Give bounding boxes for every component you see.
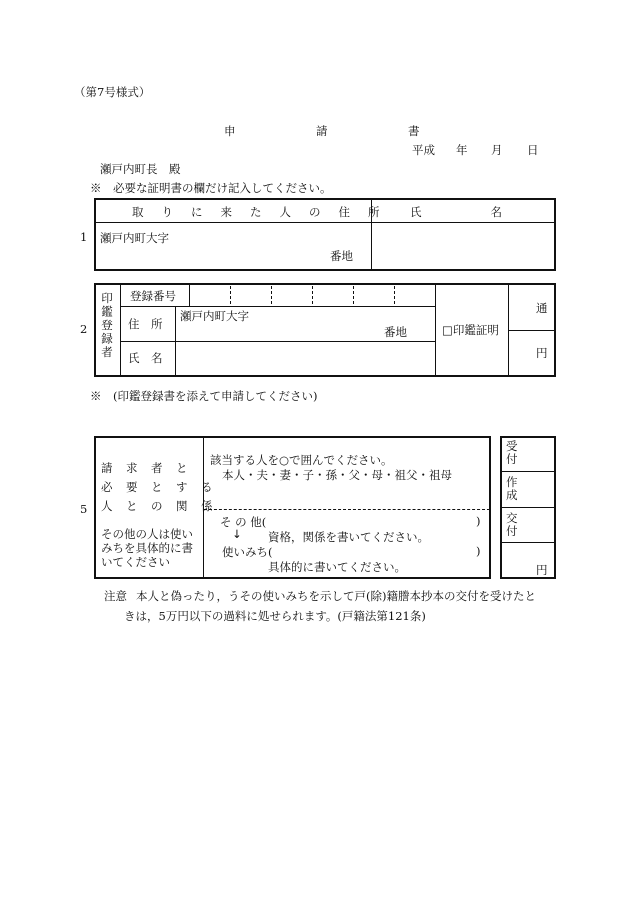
note-top: ※ 必要な証明書の欄だけ記入してください。 [90,181,332,195]
reg-name-field[interactable] [180,345,430,373]
section-2-divider-a [120,284,121,376]
section-5-dashed-divider [204,509,490,510]
section-2-divider-c [435,284,436,376]
office-row-2 [501,507,555,508]
section-1-address-value[interactable]: 瀬戸内町大字 [100,231,169,245]
section-5-number: 5 [80,502,88,516]
date-day: 日 [527,143,539,157]
reg-digit-3 [312,286,313,304]
usage-field[interactable] [300,544,470,558]
other-hint: 資格，関係を書いてください。 [268,530,429,544]
section-1-header-divider [95,222,555,223]
office-received: 受付 [506,439,518,466]
caution-text-1: 本人と偽ったり，うその使いみちを示して戸(除)籍謄本抄本の交付を受けたと [136,589,536,603]
other-label: そ の 他( [220,515,267,529]
office-row-1 [501,471,555,472]
reg-digit-4 [353,286,354,304]
office-yen: 円 [536,563,548,577]
relation-line-3: 人 と の 関 係 [101,499,214,513]
reg-address-label: 住 所 [128,317,163,331]
reg-digit-2 [271,286,272,304]
form-number: （第7号様式） [74,85,151,99]
office-created: 作成 [506,475,518,502]
note-mid: ※ (印鑑登録書を添えて申請してください) [90,389,318,403]
caution-text-2: きは，5万円以下の過料に処せられます。(戸籍法第121条) [124,609,426,623]
section-1-header-address: 取りに来た人の住所 [132,205,398,219]
office-row-3 [501,542,555,543]
other-person-note-3: いてください [101,555,170,569]
relation-line-2: 必 要 と す る [101,480,214,494]
section-1-header-name: 氏 名 [410,205,502,219]
other-close: ) [476,514,481,528]
relations-options[interactable]: 本人・夫・妻・子・孫・父・母・祖父・祖母 [222,468,452,482]
reg-digit-5 [394,286,395,304]
date-era: 平成 [412,143,435,157]
reg-number-label: 登録番号 [130,289,176,303]
reg-banchi: 番地 [384,325,407,339]
reg-name-label: 氏 名 [128,351,163,365]
other-person-note-1: その他の人は使い [101,527,193,541]
reg-digit-1 [230,286,231,304]
caution-label: 注意 [104,589,127,603]
copies-unit: 通 [536,301,548,315]
form-title: 申 請 書 [224,124,420,138]
yen-unit: 円 [536,346,548,360]
usage-hint: 具体的に書いてください。 [268,560,406,574]
other-field[interactable] [300,514,470,528]
date-year: 年 [456,143,468,157]
addressee: 瀬戸内町長 殿 [100,162,181,176]
instruction: 該当する人を○で囲んでください。 [210,453,393,467]
section-1-banchi: 番地 [330,249,353,263]
registrant-label: 印鑑登録者 [100,292,114,360]
section-2-row-1 [121,306,435,307]
section-1-number: 1 [80,230,88,244]
section-2-row-2 [121,341,435,342]
down-arrow-icon: ↓ [232,527,242,541]
other-person-note-2: みちを具体的に書 [101,541,193,555]
usage-close: ) [476,544,481,558]
seal-certificate-checkbox[interactable]: □印鑑証明 [442,323,499,337]
section-2-number: 2 [80,322,88,336]
section-1-name-field[interactable] [376,230,552,266]
section-2-row-3 [509,330,555,331]
office-issued: 交付 [506,511,518,538]
reg-address-value[interactable]: 瀬戸内町大字 [180,309,249,323]
usage-label: 使いみち( [222,545,273,559]
reg-divider-1 [189,284,190,306]
date-month: 月 [491,143,503,157]
relation-line-1: 請 求 者 と [101,461,189,475]
